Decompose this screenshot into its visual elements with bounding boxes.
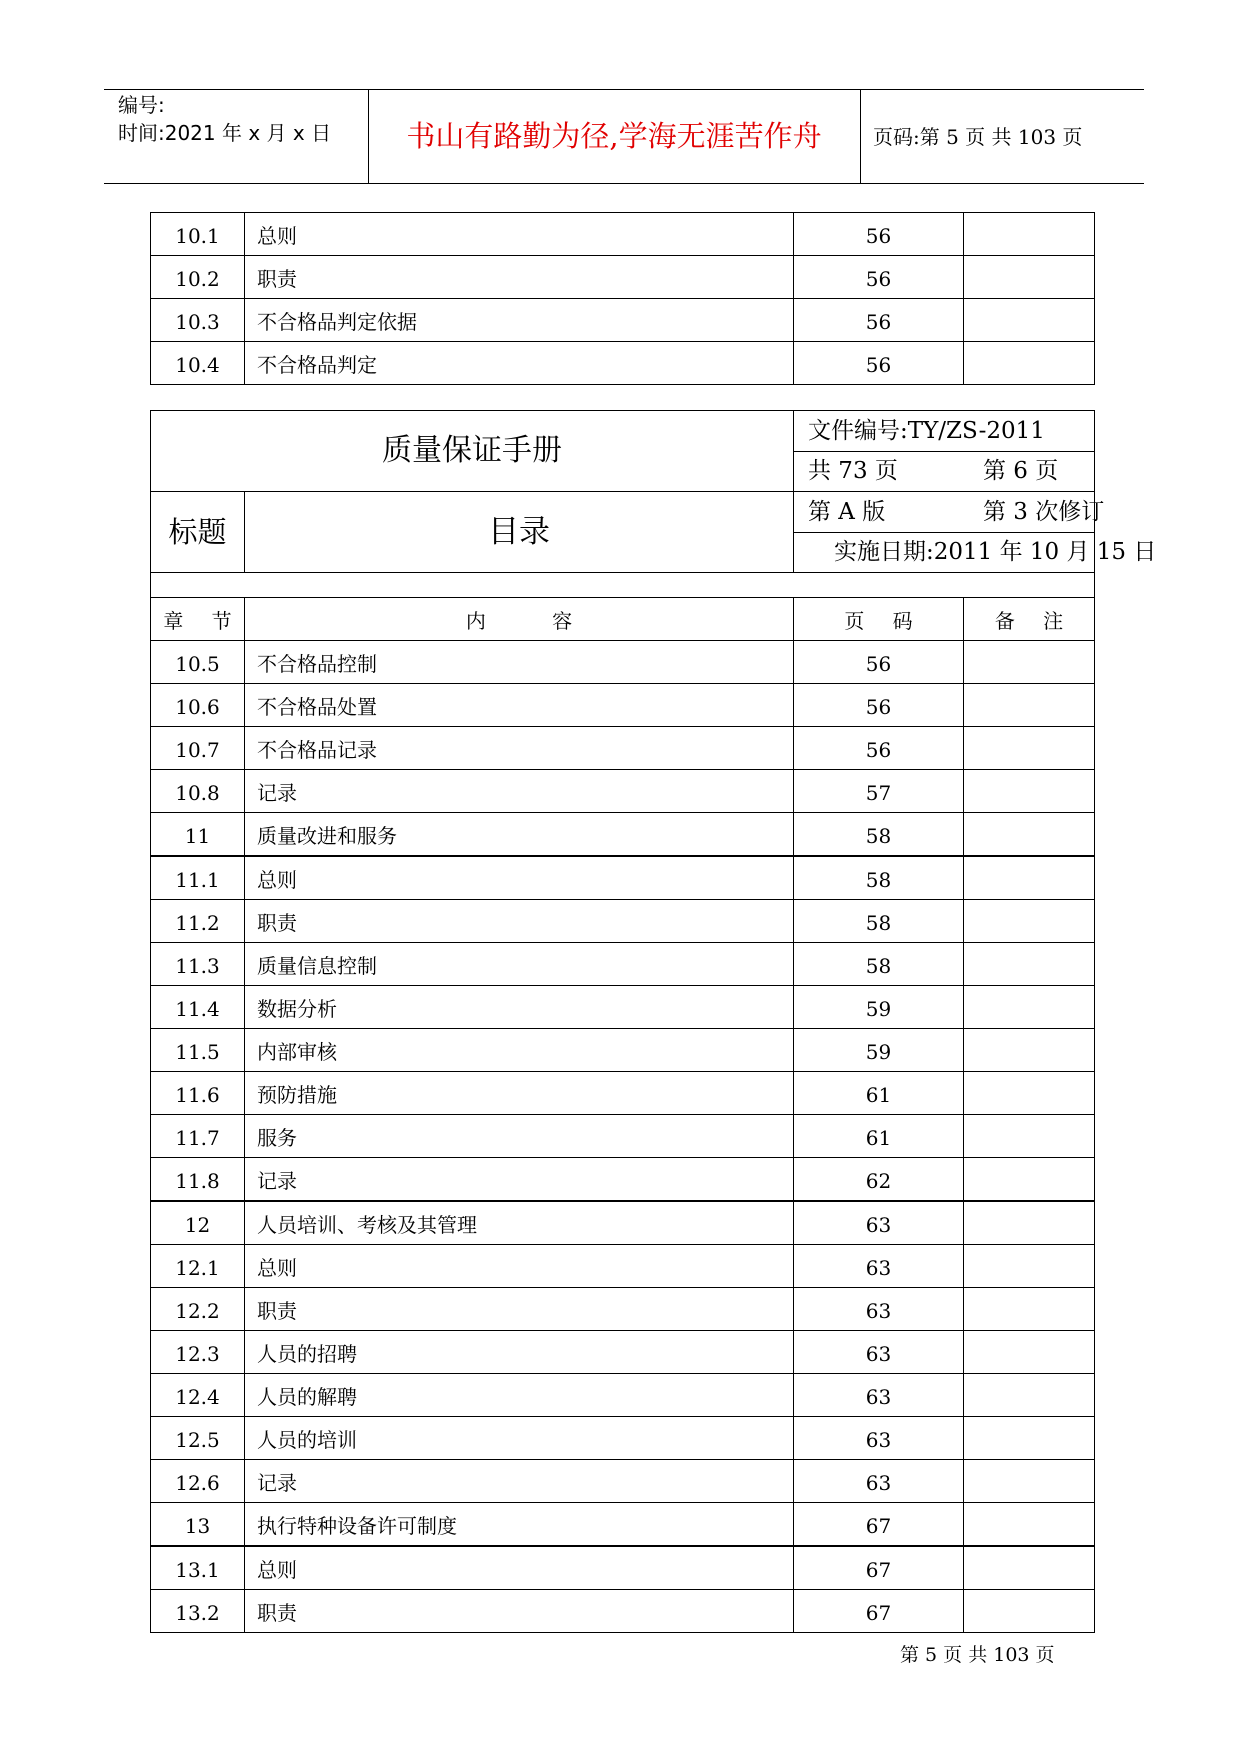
header-divider-left <box>368 90 369 183</box>
row-page: 63 <box>794 1245 964 1288</box>
row-page: 63 <box>794 1374 964 1417</box>
row-page: 63 <box>794 1288 964 1331</box>
table-row <box>151 1417 1095 1460</box>
row-chapter: 11.1 <box>151 856 245 900</box>
row-content: 不合格品记录 <box>245 727 794 770</box>
row-content: 总则 <box>245 856 794 900</box>
manual-title: 质量保证手册 <box>151 411 794 492</box>
row-content: 职责 <box>245 1590 794 1633</box>
row-page: 58 <box>794 856 964 900</box>
row-page: 58 <box>794 813 964 857</box>
table-row <box>151 1331 1095 1374</box>
revision: 第 3 次修订 <box>983 498 1105 525</box>
table-row <box>151 641 1095 684</box>
col-header-note: 备 注 <box>964 598 1095 641</box>
toc-continuation-table <box>150 212 1095 385</box>
row-content: 人员的培训 <box>245 1417 794 1460</box>
toc-main-body <box>151 641 1095 1633</box>
spacer-row <box>151 573 1095 598</box>
table-row <box>151 1374 1095 1417</box>
row-content: 不合格品判定 <box>245 342 794 385</box>
row-note <box>964 727 1095 770</box>
row-content: 人员培训、考核及其管理 <box>245 1201 794 1245</box>
row-note <box>964 770 1095 813</box>
page-footer: 第 5 页 共 103 页 <box>900 1644 1055 1666</box>
row-page: 67 <box>794 1590 964 1633</box>
row-page: 56 <box>794 342 964 385</box>
row-note <box>964 1374 1095 1417</box>
row-note <box>964 1590 1095 1633</box>
table-row <box>151 943 1095 986</box>
table-row <box>151 813 1095 857</box>
row-content: 不合格品控制 <box>245 641 794 684</box>
col-header-chapter: 章 节 <box>151 598 245 641</box>
header-page-code: 页码:第 5 页 共 103 页 <box>873 125 1083 149</box>
row-content: 职责 <box>245 256 794 299</box>
row-chapter: 10.5 <box>151 641 245 684</box>
row-note <box>964 1546 1095 1590</box>
row-note <box>964 1029 1095 1072</box>
row-note <box>964 1072 1095 1115</box>
toc-main-table <box>150 410 1157 1633</box>
row-page: 56 <box>794 299 964 342</box>
row-note <box>964 213 1095 256</box>
row-chapter: 10.6 <box>151 684 245 727</box>
row-content: 内部审核 <box>245 1029 794 1072</box>
table-row <box>151 900 1095 943</box>
table-row <box>151 1158 1095 1202</box>
row-note <box>964 641 1095 684</box>
row-content: 人员的招聘 <box>245 1331 794 1374</box>
title-value: 目录 <box>245 492 794 573</box>
row-note <box>964 1460 1095 1503</box>
row-content: 质量改进和服务 <box>245 813 794 857</box>
row-note <box>964 256 1095 299</box>
table-row <box>151 1590 1095 1633</box>
header-top-rule <box>104 89 1144 90</box>
row-chapter: 13.1 <box>151 1546 245 1590</box>
row-page: 61 <box>794 1115 964 1158</box>
header-divider-right <box>860 90 861 183</box>
row-page: 56 <box>794 256 964 299</box>
row-chapter: 10.3 <box>151 299 245 342</box>
col-header-page: 页 码 <box>794 598 964 641</box>
table-row <box>151 1245 1095 1288</box>
row-note <box>964 1503 1095 1547</box>
row-chapter: 11.5 <box>151 1029 245 1072</box>
header-bottom-rule <box>104 183 1144 184</box>
col-header-content: 内 容 <box>245 598 794 641</box>
table-row <box>151 1201 1095 1245</box>
row-page: 63 <box>794 1331 964 1374</box>
effective-date: 实施日期:2011 年 10 月 15 日 <box>794 532 1095 573</box>
row-page: 63 <box>794 1417 964 1460</box>
row-content: 不合格品判定依据 <box>245 299 794 342</box>
title-label: 标题 <box>151 492 245 573</box>
row-chapter: 11.8 <box>151 1158 245 1202</box>
row-content: 职责 <box>245 900 794 943</box>
total-pages: 共 73 页 <box>808 458 898 485</box>
row-page: 58 <box>794 900 964 943</box>
row-page: 59 <box>794 986 964 1029</box>
table-row <box>151 1460 1095 1503</box>
row-chapter: 10.4 <box>151 342 245 385</box>
table-row <box>151 1503 1095 1547</box>
header-number-label: 编号: <box>118 93 165 117</box>
row-note <box>964 1115 1095 1158</box>
row-note <box>964 943 1095 986</box>
row-content: 总则 <box>245 1546 794 1590</box>
row-page: 62 <box>794 1158 964 1202</box>
row-note <box>964 856 1095 900</box>
row-page: 63 <box>794 1460 964 1503</box>
table-row <box>151 770 1095 813</box>
row-chapter: 13 <box>151 1503 245 1547</box>
row-chapter: 12.6 <box>151 1460 245 1503</box>
row-content: 职责 <box>245 1288 794 1331</box>
row-chapter: 11 <box>151 813 245 857</box>
row-content: 质量信息控制 <box>245 943 794 986</box>
header-motto: 书山有路勤为径,学海无涯苦作舟 <box>406 119 822 153</box>
row-page: 56 <box>794 641 964 684</box>
row-chapter: 10.1 <box>151 213 245 256</box>
row-page: 67 <box>794 1546 964 1590</box>
row-note <box>964 1331 1095 1374</box>
row-note <box>964 813 1095 857</box>
row-note <box>964 900 1095 943</box>
row-content: 执行特种设备许可制度 <box>245 1503 794 1547</box>
row-content: 记录 <box>245 1158 794 1202</box>
row-chapter: 11.4 <box>151 986 245 1029</box>
row-chapter: 12.1 <box>151 1245 245 1288</box>
row-page: 57 <box>794 770 964 813</box>
row-chapter: 11.6 <box>151 1072 245 1115</box>
toc-continuation-body <box>151 213 1095 385</box>
row-page: 56 <box>794 727 964 770</box>
row-content: 不合格品处置 <box>245 684 794 727</box>
row-note <box>964 1245 1095 1288</box>
row-note <box>964 986 1095 1029</box>
table-row <box>151 1288 1095 1331</box>
file-number: 文件编号:TY/ZS-2011 <box>794 411 1095 452</box>
table-row <box>151 1546 1095 1590</box>
row-chapter: 12.5 <box>151 1417 245 1460</box>
page-count-cell <box>794 451 1095 492</box>
row-chapter: 11.7 <box>151 1115 245 1158</box>
row-content: 记录 <box>245 770 794 813</box>
row-chapter: 12.2 <box>151 1288 245 1331</box>
row-note <box>964 1201 1095 1245</box>
table-row <box>151 342 1095 385</box>
version-cell <box>794 492 1105 533</box>
row-page: 61 <box>794 1072 964 1115</box>
row-note <box>964 1158 1095 1202</box>
row-content: 记录 <box>245 1460 794 1503</box>
row-chapter: 11.3 <box>151 943 245 986</box>
table-row <box>151 727 1095 770</box>
row-chapter: 12 <box>151 1201 245 1245</box>
row-chapter: 10.7 <box>151 727 245 770</box>
table-row <box>151 684 1095 727</box>
row-note <box>964 299 1095 342</box>
row-content: 预防措施 <box>245 1072 794 1115</box>
row-page: 58 <box>794 943 964 986</box>
row-content: 总则 <box>245 213 794 256</box>
version: 第 A 版 <box>808 498 886 525</box>
row-chapter: 13.2 <box>151 1590 245 1633</box>
row-note <box>964 1417 1095 1460</box>
row-chapter: 10.2 <box>151 256 245 299</box>
page-number: 第 6 页 <box>983 458 1059 485</box>
row-chapter: 12.3 <box>151 1331 245 1374</box>
row-page: 59 <box>794 1029 964 1072</box>
table-row <box>151 213 1095 256</box>
table-row <box>151 986 1095 1029</box>
row-content: 人员的解聘 <box>245 1374 794 1417</box>
table-row <box>151 1029 1095 1072</box>
table-row <box>151 1072 1095 1115</box>
row-note <box>964 684 1095 727</box>
row-chapter: 11.2 <box>151 900 245 943</box>
row-page: 56 <box>794 213 964 256</box>
row-note <box>964 1288 1095 1331</box>
row-content: 总则 <box>245 1245 794 1288</box>
row-content: 服务 <box>245 1115 794 1158</box>
table-row <box>151 256 1095 299</box>
row-content: 数据分析 <box>245 986 794 1029</box>
row-note <box>964 342 1095 385</box>
table-row <box>151 1115 1095 1158</box>
row-chapter: 10.8 <box>151 770 245 813</box>
row-page: 63 <box>794 1201 964 1245</box>
header-time-label: 时间:2021 年 x 月 x 日 <box>118 121 332 145</box>
table-row <box>151 856 1095 900</box>
row-chapter: 12.4 <box>151 1374 245 1417</box>
row-page: 67 <box>794 1503 964 1547</box>
row-page: 56 <box>794 684 964 727</box>
table-row <box>151 299 1095 342</box>
